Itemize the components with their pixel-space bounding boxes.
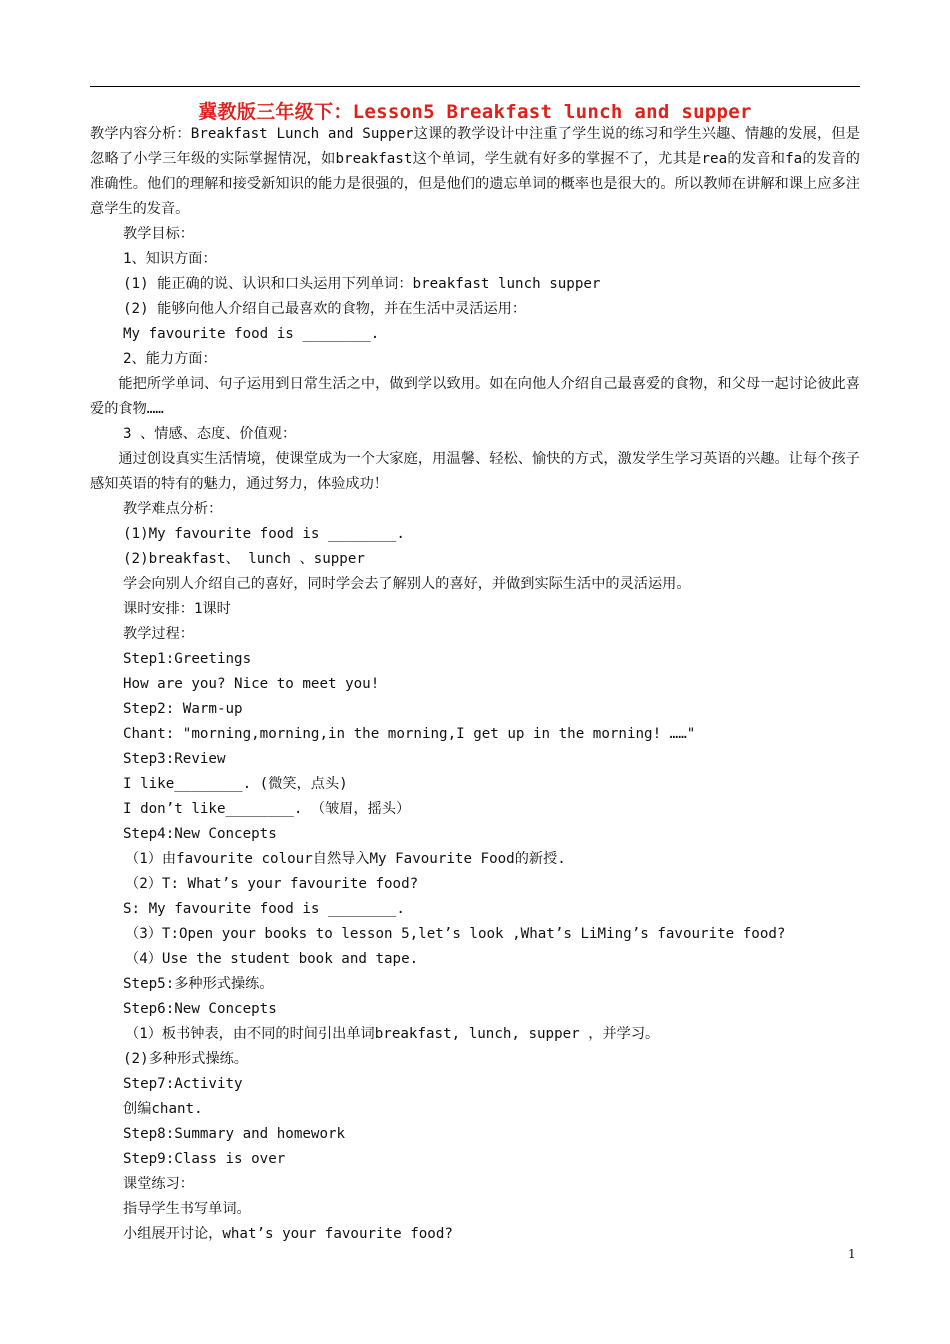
difficulty-item-1: (1)My favourite food is ________.	[123, 526, 405, 542]
document-title: 冀教版三年级下：Lesson5 Breakfast lunch and supper	[198, 101, 752, 123]
step-1: Step1:Greetings	[123, 651, 252, 667]
objectives-heading: 教学目标：	[123, 226, 194, 242]
ability-heading: 2、能力方面：	[123, 351, 217, 367]
page-number: 1	[848, 1247, 856, 1261]
emotion-text: 通过创设真实生活情境，使课堂成为一个大家庭，用温馨、轻松、愉快的方式，激发学生学习英语的兴趣。让每个孩子感知英语的特有的魅力，通过努力，体验成功！	[90, 451, 860, 492]
step-5: Step5:多种形式操练。	[123, 976, 274, 992]
schedule-line: 课时安排：1课时	[123, 601, 231, 617]
step-4-item-1: （1）由favourite colour自然导入My Favourite Food的新授.	[125, 851, 566, 867]
step-8: Step8:Summary and homework	[123, 1126, 346, 1142]
knowledge-item-3: My favourite food is ________.	[123, 326, 380, 342]
step-6-item-2: (2)多种形式操练。	[123, 1051, 248, 1067]
step-9: Step9:Class is over	[123, 1151, 286, 1167]
knowledge-item-2: (2) 能够向他人介绍自己最喜欢的食物，并在生活中灵活运用：	[123, 301, 527, 317]
practice-heading: 课堂练习：	[123, 1176, 194, 1192]
difficulty-item-2: (2)breakfast、 lunch 、supper	[123, 551, 365, 567]
intro-paragraph: 教学内容分析：Breakfast Lunch and Supper这课的教学设计中注重了学生说的练习和学生兴趣、情趣的发展，但是忽略了小学三年级的实际掌握情况，如breakfast这个单词，学生就有好多的掌握不了，尤其是rea的发音和fa的发音的准确性。他们的理解和接受新知识的能力是很强的，但是他们的遗忘单词的概率也是很大的。所以教师在讲解和课上应多注意学生的发音。	[90, 126, 860, 217]
step-6-item-1: （1）板书钟表，由不同的时间引出单词breakfast, lunch, supper ，并学习。	[125, 1026, 660, 1042]
header-rule	[90, 86, 860, 87]
document-body	[90, 122, 860, 1247]
difficulty-item-3: 学会向别人介绍自己的喜好，同时学会去了解别人的喜好，并做到实际生活中的灵活运用。	[123, 576, 691, 592]
step-6: Step6:New Concepts	[123, 1001, 277, 1017]
knowledge-item-1: (1) 能正确的说、认识和口头运用下列单词：breakfast lunch supper	[123, 276, 601, 292]
step-7: Step7:Activity	[123, 1076, 243, 1092]
step-1-text: How are you? Nice to meet you!	[123, 676, 380, 692]
practice-item-1: 指导学生书写单词。	[123, 1201, 251, 1217]
step-3-line-b: I don’t like________. （皱眉，摇头）	[123, 801, 411, 817]
practice-item-2: 小组展开讨论，what’s your favourite food?	[123, 1226, 453, 1242]
ability-text: 能把所学单词、句子运用到日常生活之中，做到学以致用。如在向他人介绍自己最喜爱的食物，和父母一起讨论彼此喜爱的食物……	[90, 376, 860, 417]
step-7-text: 创编chant.	[123, 1101, 203, 1117]
process-heading: 教学过程：	[123, 626, 194, 642]
step-4: Step4:New Concepts	[123, 826, 277, 842]
knowledge-heading: 1、知识方面：	[123, 251, 217, 267]
step-4-item-4: （4）Use the student book and tape.	[125, 951, 419, 967]
step-3-line-a: I like________. (微笑，点头)	[123, 776, 348, 792]
step-4-item-2: （2）T: What’s your favourite food?	[125, 876, 419, 892]
step-4-item-2b: S: My favourite food is ________.	[123, 901, 405, 917]
step-3: Step3:Review	[123, 751, 226, 767]
difficulty-heading: 教学难点分析：	[123, 501, 223, 517]
emotion-heading: 3 、情感、态度、价值观：	[123, 426, 297, 442]
step-2-text: Chant: "morning,morning,in the morning,I get up in the morning! ……"	[123, 726, 696, 742]
step-2: Step2: Warm-up	[123, 701, 243, 717]
step-4-item-3: （3）T:Open your books to lesson 5,let’s look ,What’s LiMing’s favourite food?	[125, 926, 786, 942]
